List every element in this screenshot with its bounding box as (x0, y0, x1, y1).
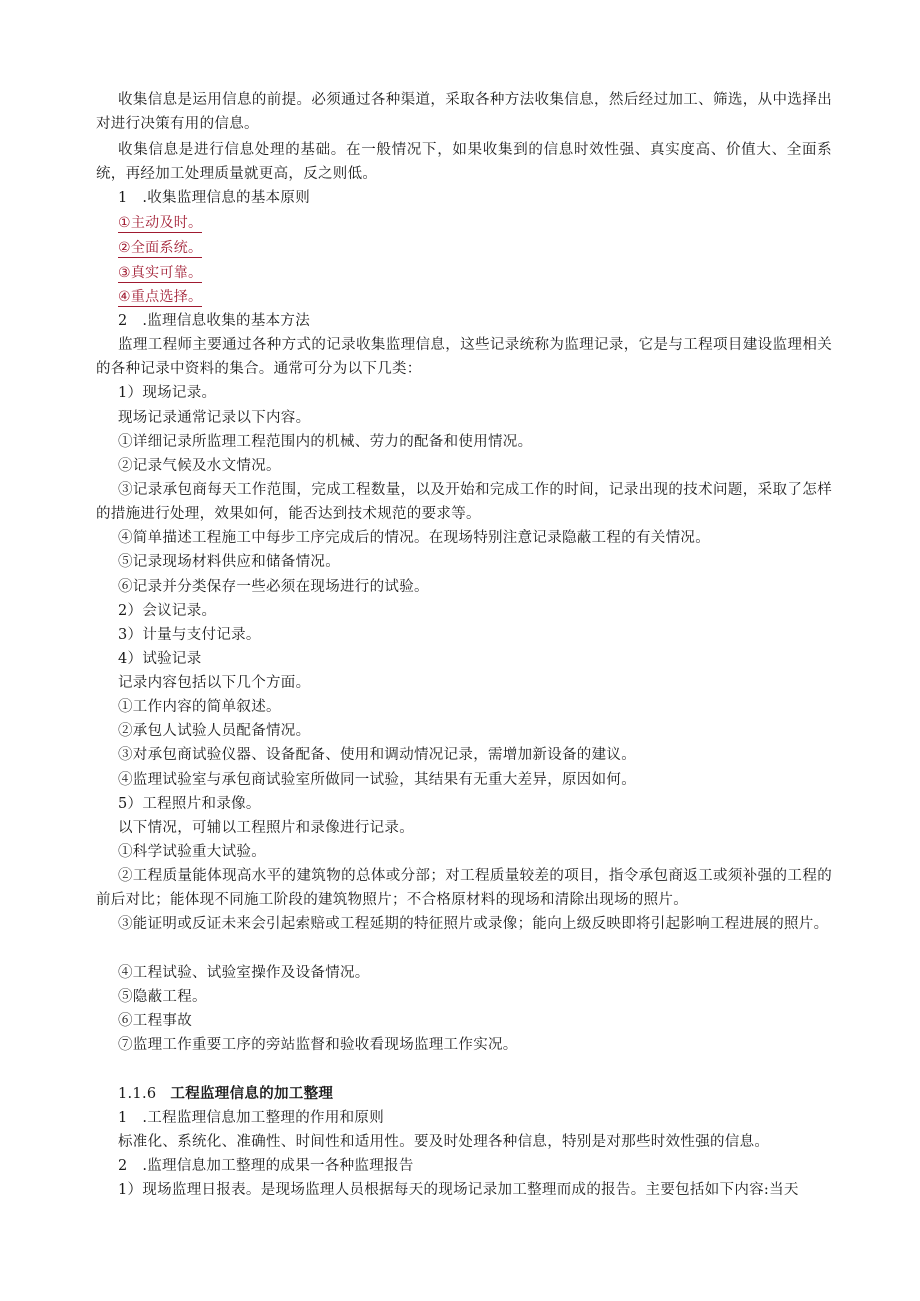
subheading-test-records: 4）试验记录 (118, 651, 202, 667)
heading-processing-results: 2 .监理信息加工整理的成果一各种监理报告 (118, 1158, 414, 1174)
paragraph-daily-report: 1）现场监理日报表。是现场监理人员根据每天的现场记录加工整理而成的报告。主要包括如下内容:当天 (118, 1182, 799, 1198)
list-item: ③能证明或反证未来会引起索赔或工程延期的特征照片或录像；能向上级反映即将引起影响工程进展的照片。 (118, 916, 829, 932)
heading-collection-principles: 1 .收集监理信息的基本原则 (118, 190, 311, 206)
principle-link[interactable]: ③真实可靠。 (118, 265, 203, 281)
section-heading (118, 1082, 333, 1106)
principle-item (118, 236, 202, 260)
principle-link[interactable]: ④重点选择。 (118, 289, 203, 305)
paragraph-info-premise: 收集信息是运用信息的前提。必须通过各种渠道，采取各种方法收集信息，然后经过加工、筛选，从中选择出对进行决策有用的信息。 (96, 92, 832, 132)
list-item: ①工作内容的简单叙述。 (118, 699, 281, 715)
list-item: ③记录承包商每天工作范围，完成工程数量，以及开始和完成工作的时间，记录出现的技术问题，采取了怎样的措施进行处理，效果如何，能否达到技术规范的要求等。 (96, 482, 832, 522)
paragraph-info-basis: 收集信息是进行信息处理的基础。在一般情况下，如果收集到的信息时效性强、真实度高、价值大、全面系统，再经加工处理质量就更高，反之则低。 (96, 142, 832, 182)
subheading-photos-videos: 5）工程照片和录像。 (118, 796, 261, 812)
subheading-site-records: 1）现场记录。 (118, 385, 217, 401)
list-item: ⑦监理工作重要工序的旁站监督和验收看现场监理工作实况。 (118, 1037, 518, 1053)
subheading-payment-records: 3）计量与支付记录。 (118, 627, 261, 643)
principle-link[interactable]: ①主动及时。 (118, 215, 203, 231)
list-item: ⑤记录现场材料供应和储备情况。 (118, 554, 340, 570)
list-item: ④监理试验室与承包商试验室所做同一试验，其结果有无重大差异，原因如何。 (118, 772, 636, 788)
principle-item (118, 261, 202, 285)
list-item: ②记录气候及水文情况。 (118, 458, 281, 474)
heading-collection-methods: 2 .监理信息收集的基本方法 (118, 313, 311, 329)
principle-item (118, 211, 202, 235)
list-item: ④简单描述工程施工中每步工序完成后的情况。在现场特别注意记录隐蔽工程的有关情况。 (118, 530, 710, 546)
paragraph-processing-principles: 标准化、系统化、准确性、时间性和适用性。要及时处理各种信息，特别是对那些时效性强的信息。 (118, 1134, 770, 1150)
list-item: ⑥工程事故 (118, 1013, 192, 1029)
section-title: 工程监理信息的加工整理 (170, 1086, 334, 1102)
principle-item (118, 285, 202, 309)
list-item: ⑤隐蔽工程。 (118, 989, 207, 1005)
list-item: ①科学试验重大试验。 (118, 844, 266, 860)
list-item: ②承包人试验人员配备情况。 (118, 723, 311, 739)
test-records-intro: 记录内容包括以下几个方面。 (118, 675, 311, 691)
list-item: ①详细记录所监理工程范围内的机械、劳力的配备和使用情况。 (118, 434, 533, 450)
principle-link[interactable]: ②全面系统。 (118, 240, 203, 256)
list-item: ⑥记录并分类保存一些必须在现场进行的试验。 (118, 579, 429, 595)
paragraph-supervision-records: 监理工程师主要通过各种方式的记录收集监理信息，这些记录统称为监理记录，它是与工程项目建设监理相关的各种记录中资料的集合。通常可分为以下几类： (96, 337, 832, 377)
photos-intro: 以下情况，可辅以工程照片和录像进行记录。 (118, 820, 414, 836)
heading-processing-principles: 1 .工程监理信息加工整理的作用和原则 (118, 1110, 385, 1126)
site-records-intro: 现场记录通常记录以下内容。 (118, 410, 311, 426)
subheading-meeting-records: 2）会议记录。 (118, 603, 217, 619)
list-item: ④工程试验、试验室操作及设备情况。 (118, 965, 370, 981)
list-item: ③对承包商试验仪器、设备配备、使用和调动情况记录，需增加新设备的建议。 (118, 747, 636, 763)
list-item: ②工程质量能体现高水平的建筑物的总体或分部；对工程质量较差的项目，指令承包商返工或须补强的工程的前后对比；能体现不同施工阶段的建筑物照片；不合格原材料的现场和清除出现场的照片。 (96, 868, 832, 908)
section-number: 1.1.6 (118, 1086, 157, 1102)
